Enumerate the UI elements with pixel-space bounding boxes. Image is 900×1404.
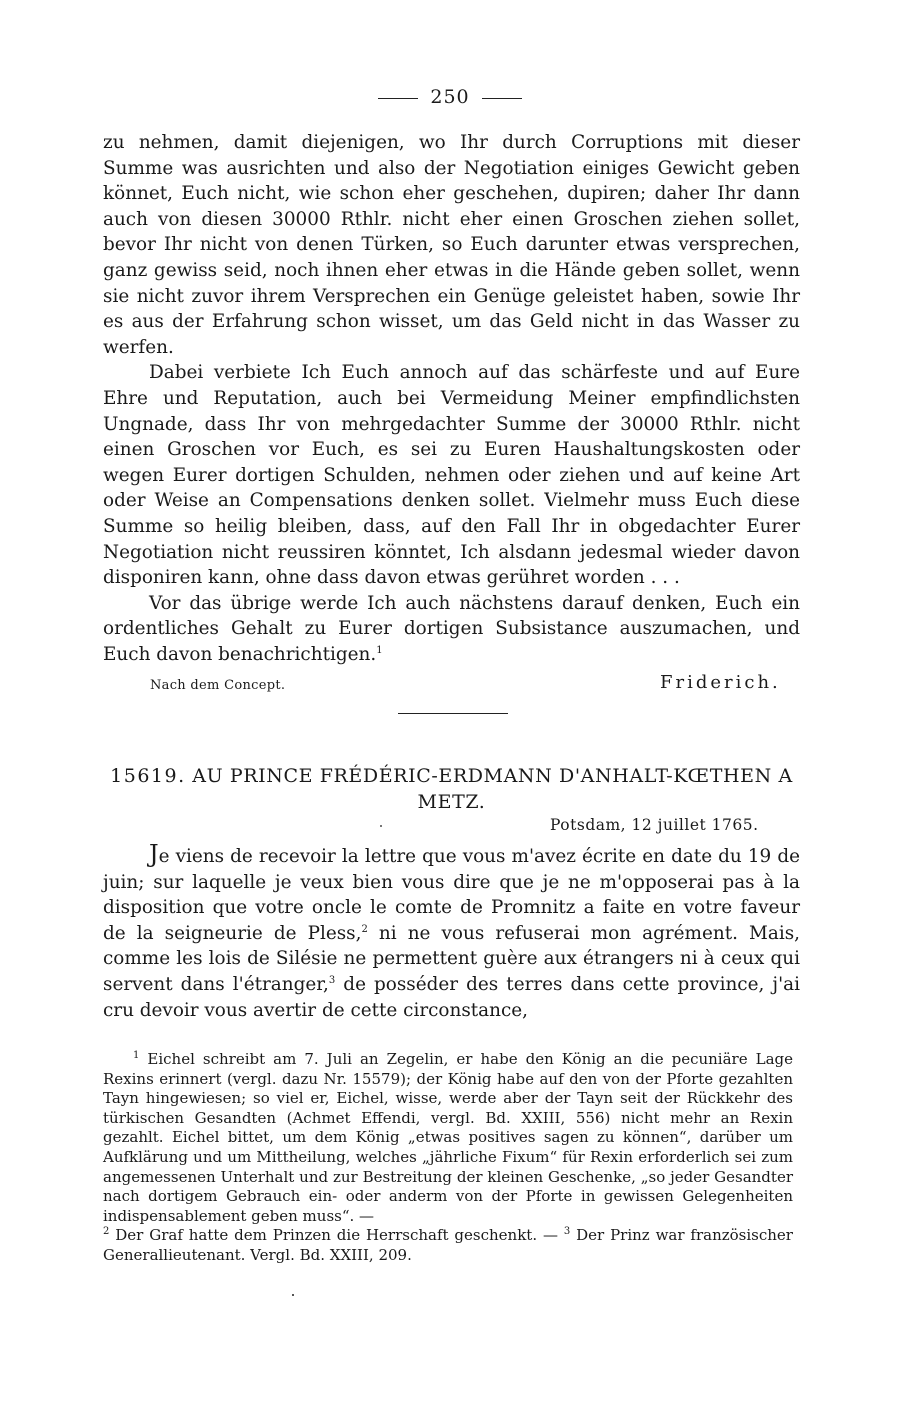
section-divider bbox=[398, 713, 508, 714]
continuation-text bbox=[103, 130, 800, 667]
letter-heading bbox=[103, 763, 800, 815]
continuation-paragraph-1: zu nehmen, damit diejenigen, wo Ihr durch Corruptions mit dieser Summe was ausrichten und also der Negotiation einiges Gewicht geben könnet, Euch nicht, wie schon eher geschehen, dupiren; daher Ihr dann auch von diesen 30000 Rthlr. nicht eher einen Groschen ziehen sollet, bevor Ihr nicht von denen Türken, so Euch darunter etwas versprechen, ganz gewiss seid, noch ihnen eher etwas in die Hände geben sollet, wenn sie nicht zuvor ihrem Versprechen ein Genüge geleistet haben, sowie Ihr es aus der Erfahrung schon wisset, um das Geld nicht in das Wasser zu werfen. bbox=[103, 132, 800, 358]
stray-mark-bottom bbox=[292, 1294, 294, 1296]
footnote-ref-1: 1 bbox=[376, 644, 383, 656]
letter-body bbox=[103, 842, 800, 1023]
footnote-2-3 bbox=[103, 1226, 793, 1265]
footnote-2-text: Der Graf hatte dem Prinzen die Herrschaft geschenkt. — bbox=[109, 1226, 564, 1245]
continuation-paragraph-2: Dabei verbiete Ich Euch annoch auf das schärfeste und auf Eure Ehre und Reputation, auch bei Vermeidung Meiner empfindlichsten Ungnade, dass Ihr von mehrgedachter Summe der 30000 Rthlr. nicht einen Groschen vor Euch, es sei zu Euren Haushaltungskosten oder wegen Eurer dortigen Schulden, nehmen oder ziehen und auf keine Art oder Weise an Compensations denken sollet. Vielmehr muss Euch diese Summe so heilig bleiben, dass, auf den Fall Ihr in obgedachter Eurer Negotiation nicht reussiren könntet, Ich alsdann jedesmal wieder davon disponiren kann, ohne dass davon etwas gerühret worden . . . bbox=[103, 362, 800, 589]
header-dash-right bbox=[482, 98, 522, 99]
letter-number: 15619. bbox=[110, 765, 186, 787]
source-note: Nach dem Concept. bbox=[150, 678, 286, 693]
footnote-1 bbox=[103, 1050, 793, 1226]
footnote-ref-2: 2 bbox=[361, 923, 368, 935]
letter-text-b: ni ne vous refuserai mon agrément. Mais, comme les lois de Silésie ne permettent guère aux étrangers ni à ceux qui servent dans l'étranger, bbox=[103, 922, 800, 995]
letter-title: AU PRINCE FRÉDÉRIC-ERDMANN D'ANHALT-KŒTHEN A METZ. bbox=[192, 765, 793, 813]
letter-text-a: e viens de recevoir la lettre que vous m'avez écrite en date du 19 de juin; sur laquelle je veux bien vous dire que je ne m'opposerai pas à la disposition que votre oncle le comte de Promnitz a faite en votre faveur de la seigneurie de Pless, bbox=[103, 846, 800, 944]
stray-mark bbox=[380, 825, 382, 827]
letter-text-c: de posséder des terres dans cette province, j'ai cru devoir vous avertir de cette circonstance, bbox=[103, 973, 800, 1021]
header-dash-left bbox=[378, 98, 418, 99]
page-header bbox=[0, 86, 900, 108]
footnote-2-mark: 2 bbox=[103, 1226, 110, 1238]
footnote-1-text: Eichel schreibt am 7. Juli an Zegelin, er habe den König an die pecuniäre Lage Rexins erinnert (vergl. dazu Nr. 15579); der König habe auf den von der Pforte gezahlten Tayn hingewiesen; so viel er, Eichel, wisse, werde aber der Tayn seit der Rückkehr des türkischen Gesandten (Achmet Effendi, vergl. Bd. XXIII, 556) nicht mehr an Rexin gezahlt. Eichel bittet, um dem König „etwas positives sagen zu können“, darüber um Aufklärung und um Mittheilung, welches „jährliche Fixum“ für Rexin erforderlich sei zum angemessenen Unterhalt und zur Bestreitung der kleinen Geschenke, „so jeder Gesandter nach dortigem Gebrauch ein- oder anderm von der Pforte in gewissen Gelegenheiten indispensablement geben muss“. — bbox=[103, 1050, 793, 1225]
footnote-3-text: Der Prinz war französischer Generallieutenant. Vergl. Bd. XXIII, 209. bbox=[103, 1226, 793, 1264]
footnote-ref-3: 3 bbox=[328, 974, 336, 986]
letter-dateline: Potsdam, 12 juillet 1765. bbox=[550, 816, 759, 834]
letter-paragraph bbox=[103, 842, 800, 1023]
signature: Friderich. bbox=[660, 672, 781, 693]
footnotes bbox=[103, 1050, 793, 1266]
continuation-paragraph-3 bbox=[103, 591, 800, 668]
paragraph-3-text: Vor das übrige werde Ich auch nächstens darauf denken, Euch ein ordentliches Gehalt zu Eurer dortigen Subsistance auszumachen, und Euch davon benachrichtigen. bbox=[103, 592, 800, 665]
footnote-3-mark: 3 bbox=[563, 1226, 571, 1238]
footnote-1-mark: 1 bbox=[133, 1050, 140, 1061]
page-number: 250 bbox=[430, 86, 470, 108]
initial-letter: J bbox=[149, 840, 159, 868]
